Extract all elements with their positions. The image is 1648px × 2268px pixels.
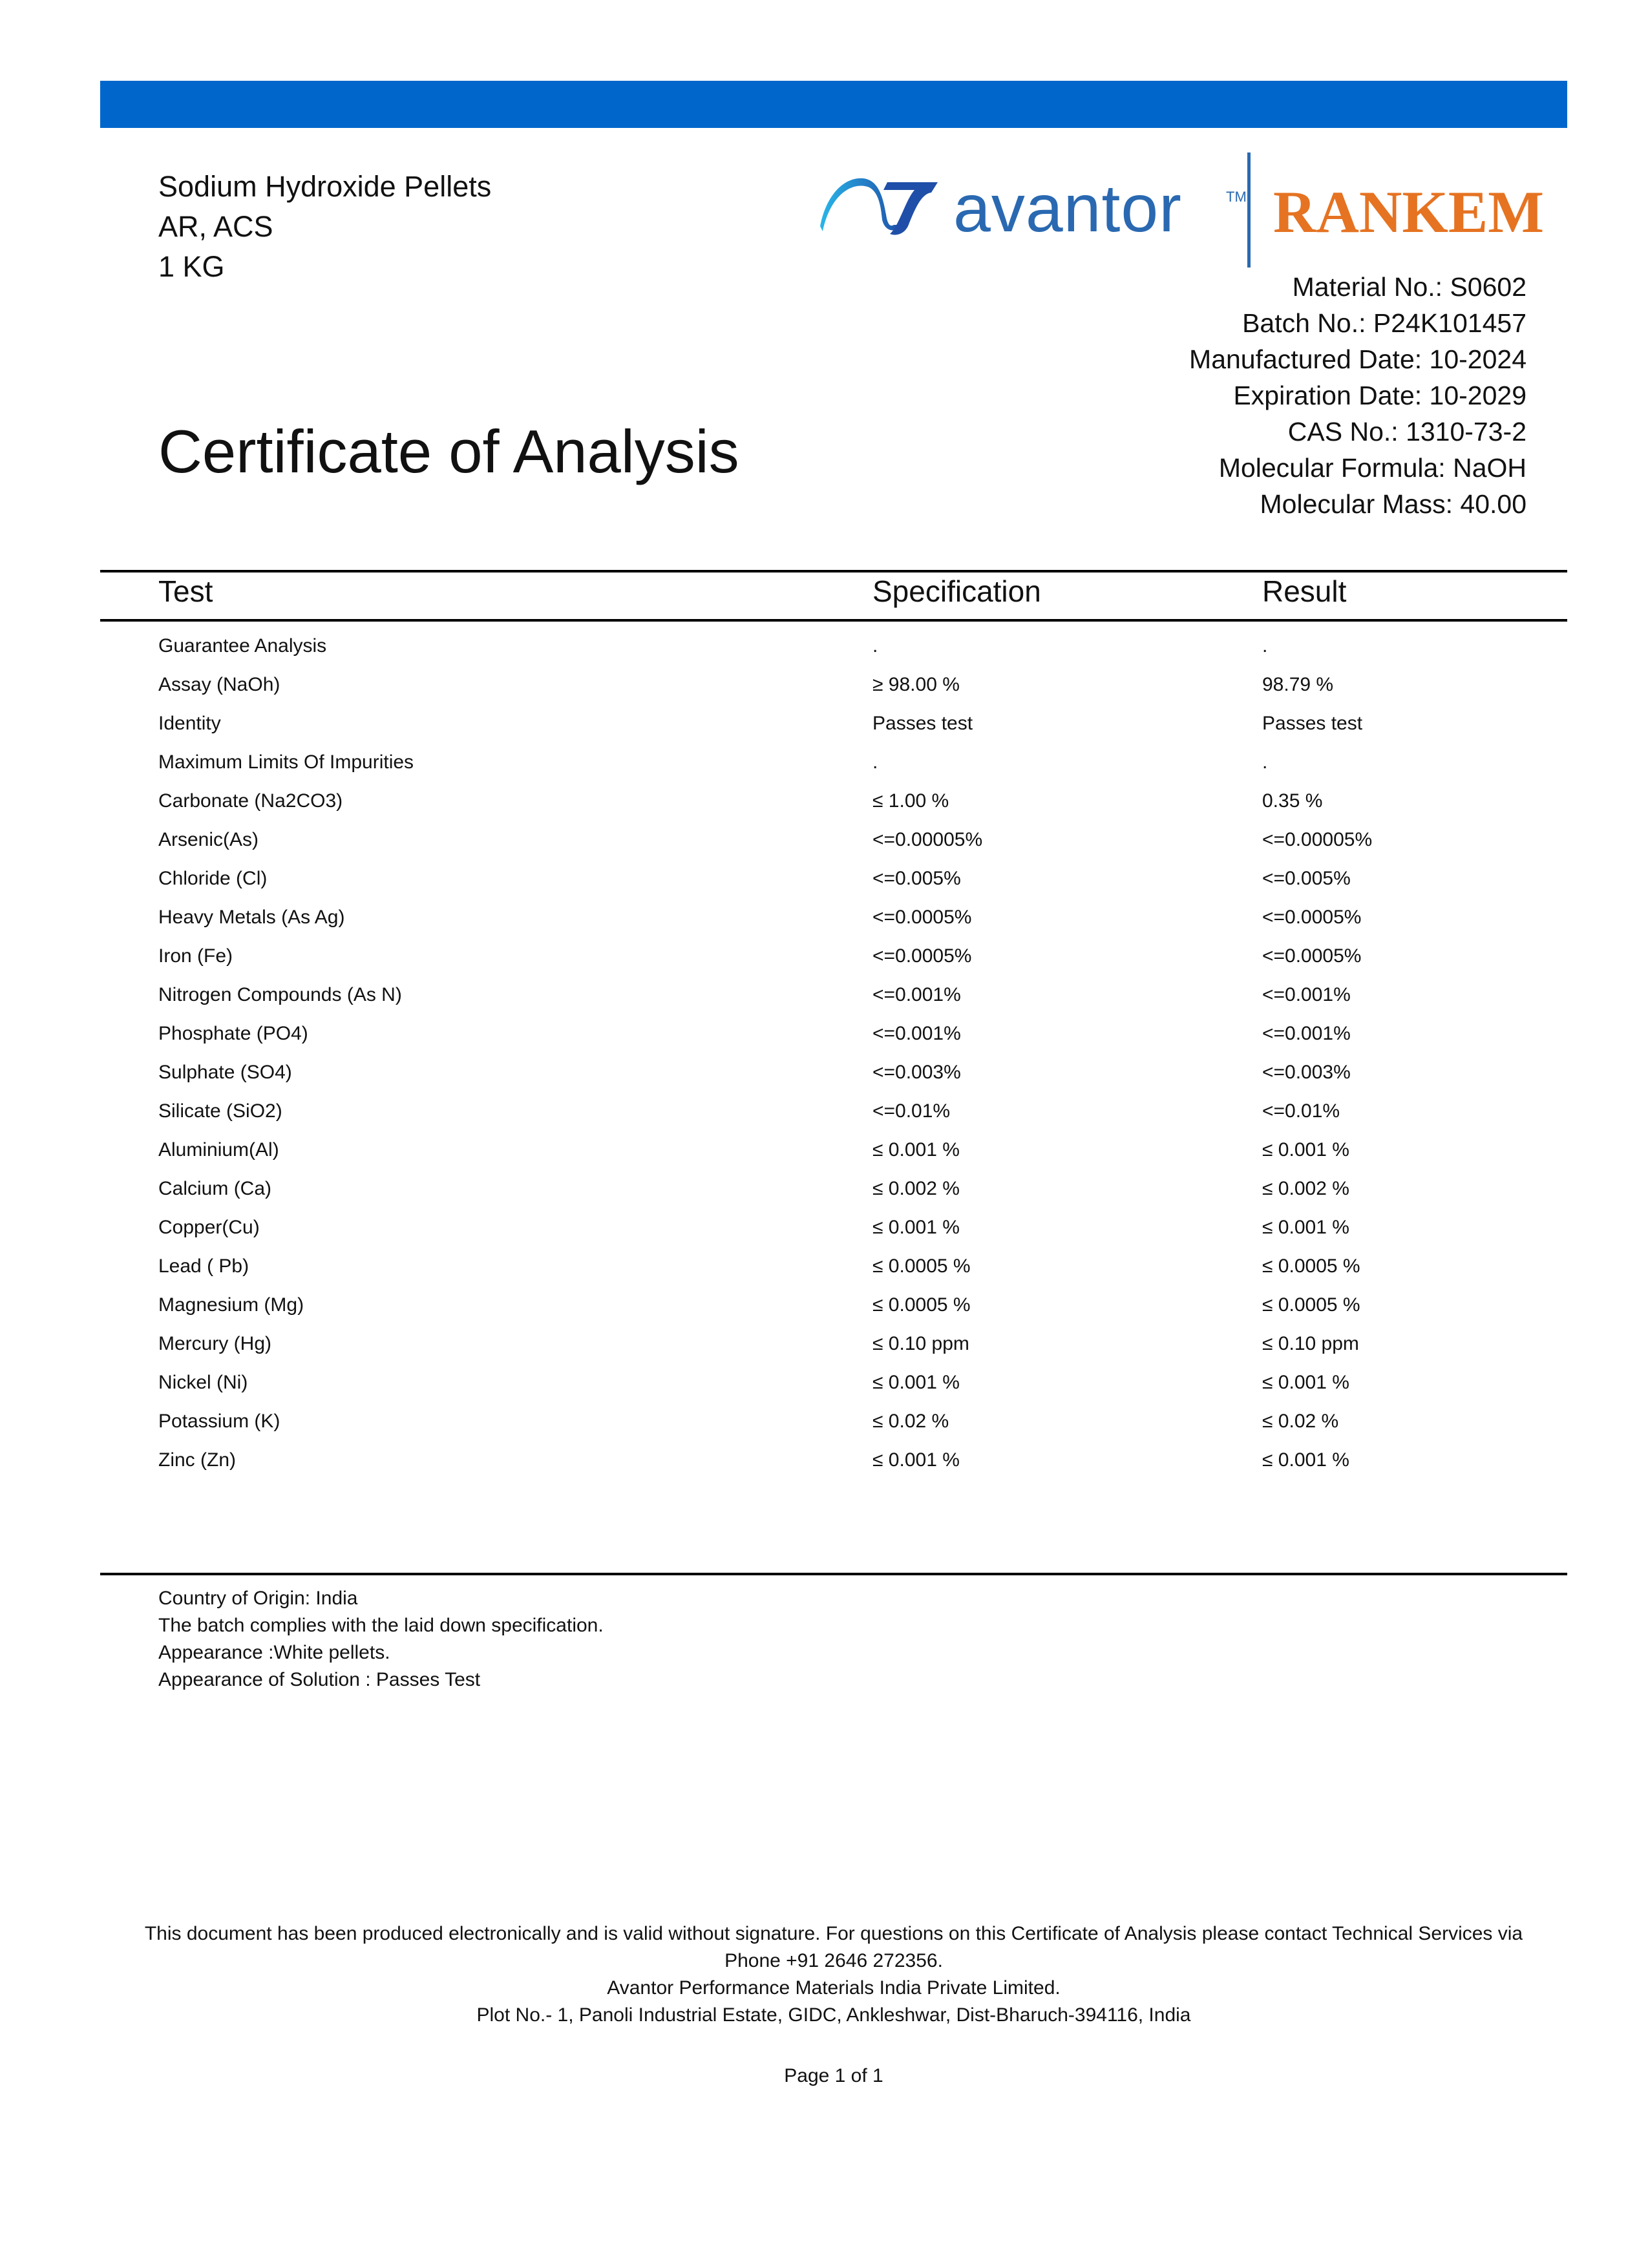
specification-cell: ≥ 98.00 %	[872, 674, 960, 695]
specification-cell: <=0.001%	[872, 1023, 961, 1044]
result-cell: Passes test	[1262, 713, 1363, 734]
result-cell: <=0.003%	[1262, 1062, 1351, 1083]
specification-cell: ≤ 0.001 %	[872, 1449, 960, 1471]
molecular-mass: Molecular Mass: 40.00	[1260, 489, 1527, 519]
test-name-cell: Mercury (Hg)	[158, 1333, 272, 1354]
company-logo	[818, 149, 1545, 271]
table-header-rule	[100, 619, 1567, 622]
table-row	[0, 1134, 1648, 1173]
result-cell: .	[1262, 635, 1268, 656]
footer-phone: Phone +91 2646 272356.	[724, 1950, 943, 1971]
table-row	[0, 708, 1648, 746]
result-cell: ≤ 0.02 %	[1262, 1411, 1339, 1432]
result-cell: ≤ 0.001 %	[1262, 1139, 1349, 1160]
table-row	[0, 1250, 1648, 1289]
specification-cell: .	[872, 751, 878, 773]
result-cell: ≤ 0.0005 %	[1262, 1255, 1360, 1277]
header-specification: Specification	[872, 574, 1041, 608]
test-name-cell: Copper(Cu)	[158, 1217, 260, 1238]
batch-number: Batch No.: P24K101457	[1242, 308, 1527, 338]
specification-cell: ≤ 0.10 ppm	[872, 1333, 969, 1354]
footer-address: Plot No.- 1, Panoli Industrial Estate, GIDC, Ankleshwar, Dist-Bharuch-394116, India	[476, 2004, 1191, 2026]
analysis-table-body	[0, 630, 1648, 1483]
specification-cell: <=0.005%	[872, 868, 961, 889]
table-row	[0, 1095, 1648, 1134]
product-grade: AR, ACS	[158, 210, 273, 243]
test-name-cell: Phosphate (PO4)	[158, 1023, 308, 1044]
manufactured-date: Manufactured Date: 10-2024	[1189, 344, 1527, 374]
table-row	[0, 824, 1648, 863]
specification-cell: ≤ 0.02 %	[872, 1411, 949, 1432]
table-row	[0, 630, 1648, 669]
table-row	[0, 940, 1648, 979]
table-bottom-rule	[100, 1573, 1567, 1575]
result-cell: <=0.005%	[1262, 868, 1351, 889]
table-row	[0, 1289, 1648, 1328]
table-row	[0, 979, 1648, 1018]
result-cell: .	[1262, 751, 1268, 773]
product-info	[158, 167, 491, 287]
specification-cell: <=0.001%	[872, 984, 961, 1005]
table-row	[0, 1444, 1648, 1483]
table-row	[0, 1173, 1648, 1212]
specification-cell: ≤ 1.00 %	[872, 790, 949, 812]
result-cell: ≤ 0.10 ppm	[1262, 1333, 1359, 1354]
result-cell: <=0.001%	[1262, 1023, 1351, 1044]
avantor-wordmark: avantor	[953, 171, 1182, 246]
product-size: 1 KG	[158, 250, 225, 283]
logo-divider	[1247, 152, 1251, 268]
specification-cell: <=0.003%	[872, 1062, 961, 1083]
specification-cell: Passes test	[872, 713, 973, 734]
batch-metadata	[1189, 269, 1527, 522]
result-cell: ≤ 0.001 %	[1262, 1449, 1349, 1471]
table-row	[0, 901, 1648, 940]
specification-cell: ≤ 0.001 %	[872, 1217, 960, 1238]
footer	[100, 1920, 1567, 2029]
specification-cell: ≤ 0.002 %	[872, 1178, 960, 1199]
material-number: Material No.: S0602	[1292, 272, 1527, 302]
table-row	[0, 669, 1648, 708]
appearance: Appearance :White pellets.	[158, 1642, 390, 1663]
test-name-cell: Magnesium (Mg)	[158, 1294, 304, 1316]
test-name-cell: Aluminium(Al)	[158, 1139, 279, 1160]
expiration-date: Expiration Date: 10-2029	[1233, 381, 1527, 410]
trademark-symbol: TM	[1226, 189, 1247, 205]
cas-number: CAS No.: 1310-73-2	[1287, 417, 1527, 446]
table-row	[0, 746, 1648, 785]
test-name-cell: Carbonate (Na2CO3)	[158, 790, 343, 812]
test-name-cell: Silicate (SiO2)	[158, 1100, 282, 1122]
header-result: Result	[1262, 574, 1347, 608]
test-name-cell: Potassium (K)	[158, 1411, 280, 1432]
specification-cell: <=0.0005%	[872, 907, 972, 928]
footer-disclaimer: This document has been produced electronically and is valid without signature. For questions on this Certificate of Analysis please contact Technical Services via	[144, 1923, 1523, 1944]
header-test: Test	[158, 574, 213, 608]
result-cell: 0.35 %	[1262, 790, 1323, 812]
test-name-cell: Maximum Limits Of Impurities	[158, 751, 414, 773]
country-of-origin: Country of Origin: India	[158, 1588, 358, 1609]
table-row	[0, 1018, 1648, 1056]
result-cell: ≤ 0.001 %	[1262, 1217, 1349, 1238]
appearance-of-solution: Appearance of Solution : Passes Test	[158, 1669, 481, 1690]
result-cell: ≤ 0.002 %	[1262, 1178, 1349, 1199]
specification-cell: ≤ 0.0005 %	[872, 1294, 971, 1316]
test-name-cell: Assay (NaOh)	[158, 674, 280, 695]
table-row	[0, 1212, 1648, 1250]
result-cell: <=0.001%	[1262, 984, 1351, 1005]
specification-cell: ≤ 0.001 %	[872, 1372, 960, 1393]
result-cell: <=0.00005%	[1262, 829, 1373, 850]
specification-cell: .	[872, 635, 878, 656]
page-number: Page 1 of 1	[784, 2065, 883, 2086]
test-name-cell: Identity	[158, 713, 221, 734]
test-name-cell: Nitrogen Compounds (As N)	[158, 984, 402, 1005]
test-name-cell: Nickel (Ni)	[158, 1372, 248, 1393]
table-row	[0, 1405, 1648, 1444]
specification-cell: ≤ 0.0005 %	[872, 1255, 971, 1277]
specification-cell: <=0.00005%	[872, 829, 983, 850]
footer-company: Avantor Performance Materials India Private Limited.	[607, 1977, 1061, 1999]
compliance-statement: The batch complies with the laid down specification.	[158, 1615, 604, 1636]
table-row	[0, 1367, 1648, 1405]
result-cell: <=0.01%	[1262, 1100, 1340, 1122]
test-name-cell: Sulphate (SO4)	[158, 1062, 292, 1083]
result-cell: 98.79 %	[1262, 674, 1334, 695]
table-row	[0, 863, 1648, 901]
test-name-cell: Zinc (Zn)	[158, 1449, 236, 1471]
result-cell: ≤ 0.001 %	[1262, 1372, 1349, 1393]
page-title: Certificate of Analysis	[158, 417, 739, 485]
table-row	[0, 1056, 1648, 1095]
molecular-formula: Molecular Formula: NaOH	[1218, 453, 1527, 483]
rankem-wordmark: RANKEM	[1273, 179, 1545, 245]
table-top-rule	[100, 570, 1567, 572]
avantor-mark-icon	[818, 174, 940, 239]
result-cell: <=0.0005%	[1262, 907, 1362, 928]
test-name-cell: Chloride (Cl)	[158, 868, 268, 889]
header-bar	[100, 81, 1567, 128]
table-row	[0, 785, 1648, 824]
test-name-cell: Iron (Fe)	[158, 945, 233, 967]
test-name-cell: Calcium (Ca)	[158, 1178, 272, 1199]
test-name-cell: Heavy Metals (As Ag)	[158, 907, 345, 928]
test-name-cell: Arsenic(As)	[158, 829, 259, 850]
product-name: Sodium Hydroxide Pellets	[158, 170, 492, 203]
result-cell: <=0.0005%	[1262, 945, 1362, 967]
table-row	[0, 1328, 1648, 1367]
test-name-cell: Lead ( Pb)	[158, 1255, 249, 1277]
specification-cell: <=0.01%	[872, 1100, 951, 1122]
specification-cell: <=0.0005%	[872, 945, 972, 967]
specification-cell: ≤ 0.001 %	[872, 1139, 960, 1160]
notes	[158, 1585, 604, 1694]
test-name-cell: Guarantee Analysis	[158, 635, 327, 656]
result-cell: ≤ 0.0005 %	[1262, 1294, 1360, 1316]
